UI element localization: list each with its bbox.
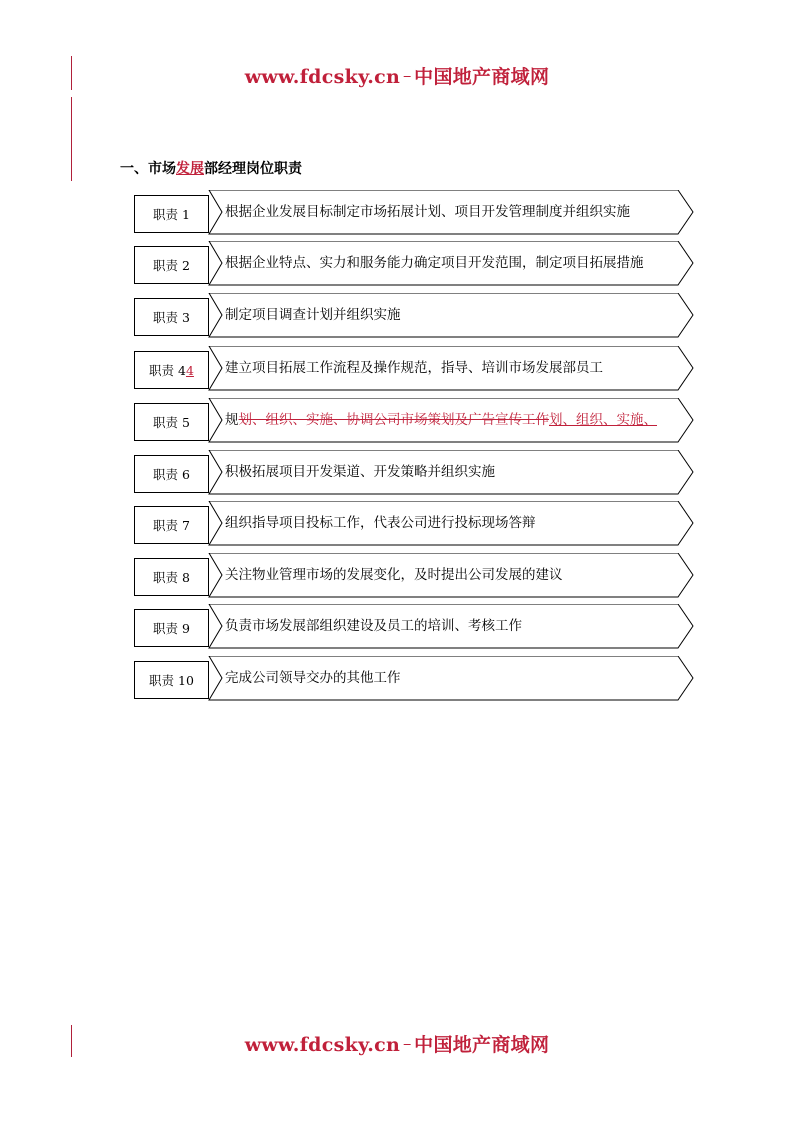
duty-label-revision: 4 [185,362,194,378]
page-header [0,62,794,89]
revision-bar [71,97,72,181]
duty-row-1 [132,190,694,238]
duty-label: 职责 1 [134,195,209,233]
duty-text-inserted: 划、组织、实施、 [549,412,657,428]
header-separator [400,66,414,88]
duty-row-9 [132,604,694,652]
duty-row-3 [132,293,694,341]
duty-label: 职责 4 4 [134,351,209,389]
duty-text [225,398,657,442]
duty-row-8 [132,553,694,601]
duty-text: 负责市场发展部组织建设及员工的培训、考核工作 [225,618,522,634]
duty-row-5 [132,398,694,446]
section-title-prefix: 一、市场 [120,161,176,177]
duty-text: 根据企业特点、实力和服务能力确定项目开发范围，制定项目拓展措施 [225,255,644,271]
header-name: 中国地产商域网 [414,66,550,88]
duty-label: 职责 8 [134,558,209,596]
header-site[interactable]: www.fdcsky.cn [244,66,401,88]
section-title-suffix: 部经理岗位职责 [204,161,302,177]
duty-label: 职责 10 [134,661,209,699]
duty-label: 职责 7 [134,506,209,544]
footer-site[interactable]: www.fdcsky.cn [244,1034,401,1056]
duty-text: 积极拓展项目开发渠道、开发策略并组织实施 [225,464,495,480]
duty-label: 职责 6 [134,455,209,493]
duty-text-plain: 规 [225,412,239,428]
section-title [120,158,302,178]
footer-separator [400,1034,414,1056]
duty-text: 建立项目拓展工作流程及操作规范，指导、培训市场发展部员工 [225,360,603,376]
duty-row-10 [132,656,694,704]
duty-text: 根据企业发展目标制定市场拓展计划、项目开发管理制度并组织实施 [225,204,630,220]
duty-text: 组织指导项目投标工作，代表公司进行投标现场答辩 [225,515,536,531]
section-title-inserted: 发展 [176,161,204,177]
duty-text-deleted: 划、组织、实施、协调公司市场策划及广告宣传工作 [238,412,549,428]
duty-row-4 [132,346,694,394]
duty-text: 关注物业管理市场的发展变化，及时提出公司发展的建议 [225,567,563,583]
duty-row-6 [132,450,694,498]
duty-row-7 [132,501,694,549]
duty-label: 职责 2 [134,246,209,284]
duty-text: 制定项目调查计划并组织实施 [225,307,401,323]
duty-label: 职责 5 [134,403,209,441]
page-footer [0,1030,794,1057]
footer-name: 中国地产商域网 [414,1034,550,1056]
duty-label: 职责 9 [134,609,209,647]
duty-label: 职责 3 [134,298,209,336]
duty-row-2 [132,241,694,289]
duty-text: 完成公司领导交办的其他工作 [225,670,401,686]
